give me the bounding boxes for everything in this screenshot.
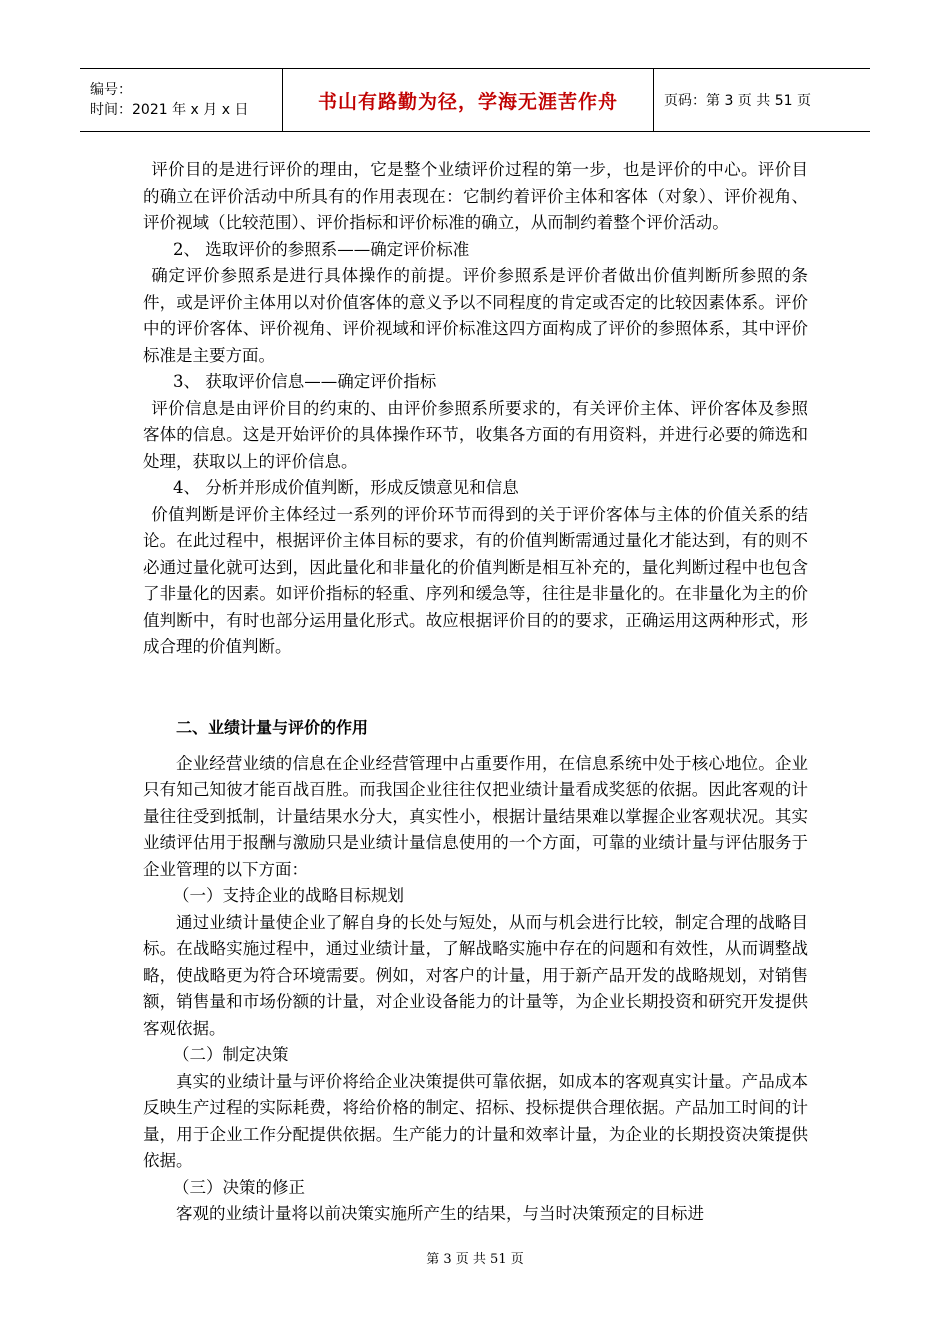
paragraph-performance-info: 企业经营业绩的信息在企业经营管理中占重要作用，在信息系统中处于核心地位。企业只有知己知彼才能百战百胜。而我国企业往往仅把业绩计量看成奖惩的依据。因此客观的计量往往受到抵制，计量结果水分大，真实性小，根据计量结果难以掌握企业客观状况。其实业绩评估用于报酬与激励只是业绩计量信息使用的一个方面，可靠的业绩计量与评估服务于企业管理的以下方面： xyxy=(143,753,808,879)
paragraph-evaluation-info: 评价信息是由评价目的约束的、由评价参照系所要求的，有关评价主体、评价客体及参照客体的信息。这是开始评价的具体操作环节，收集各方面的有用资料，并进行必要的筛选和处理，获取以上的评价信息。 xyxy=(143,398,808,471)
paragraph-reference-system: 确定评价参照系是进行具体操作的前提。评价参照系是评价者做出价值判断所参照的条件，或是评价主体用以对价值客体的意义予以不同程度的肯定或否定的比较因素体系。评价中的评价客体、评价视角、评价视域和评价标准这四方面构成了评价的参照体系，其中评价标准是主要方面。 xyxy=(143,266,808,365)
paragraph-decision-revision: 客观的业绩计量将以前决策实施所产生的结果，与当时决策预定的目标进 xyxy=(176,1204,704,1223)
document-date-label: 时间：2021 年 x 月 x 日 xyxy=(90,102,249,118)
header-motto-cell xyxy=(282,69,654,131)
paragraph-strategic-planning: 通过业绩计量使企业了解自身的长处与短处，从而与机会进行比较，制定合理的战略目标。在战略实施过程中，通过业绩计量，了解战略实施中存在的问题和有效性，从而调整战略，使战略更为符合环境需要。例如，对客户的计量，用于新产品开发的战略规划，对销售额，销售量和市场份额的计量，对企业设备能力的计量等，为企业长期投资和研究开发提供客观依据。 xyxy=(143,912,808,1038)
header-meta xyxy=(80,69,282,131)
document-body xyxy=(143,157,808,1228)
paragraph-evaluation-purpose: 评价目的是进行评价的理由，它是整个业绩评价过程的第一步，也是评价的中心。评价目的确立在评价活动中所具有的作用表现在：它制约着评价主体和客体（对象）、评价视角、评价视域（比较范围）、评价指标和评价标准的确立，从而制约着整个评价活动。 xyxy=(143,160,808,232)
header-motto: 书山有路勤为径，学海无涯苦作舟 xyxy=(317,90,618,113)
header-page-code: 页码：第 3 页 共 51 页 xyxy=(664,93,811,109)
paragraph-decision-making: 真实的业绩计量与评价将给企业决策提供可靠依据，如成本的客观真实计量。产品成本反映生产过程的实际耗费，将给价格的制定、招标、投标提供合理依据。产品加工时间的计量，用于企业工作分配提供依据。生产能力的计量和效率计量，为企业的长期投资决策提供依据。 xyxy=(143,1071,808,1170)
document-number-label: 编号： xyxy=(90,82,132,98)
subheading-step-3: 3、 获取评价信息——确定评价指标 xyxy=(173,372,437,391)
subheading-decision-revision: （三）决策的修正 xyxy=(173,1177,305,1197)
paragraph-value-judgment: 价值判断是评价主体经过一系列的评价环节而得到的关于评价客体与主体的价值关系的结论。在此过程中，根据评价主体目标的要求，有的价值判断需通过量化才能达到，有的则不必通过量化就可达到，因此量化和非量化的价值判断是相互补充的，量化判断过程中也包含了非量化的因素。如评价指标的轻重、序列和缓急等，往往是非量化的。在非量化为主的价值判断中，有时也部分运用量化形式。故应根据评价目的的要求，正确运用这两种形式，形成合理的价值判断。 xyxy=(143,504,808,656)
subheading-decision-making: （二）制定决策 xyxy=(173,1045,289,1064)
subheading-step-4: 4、 分析并形成价值判断，形成反馈意见和信息 xyxy=(173,478,519,497)
subheading-strategic-planning: （一）支持企业的战略目标规划 xyxy=(173,886,404,905)
subheading-step-2: 2、 选取评价的参照系——确定评价标准 xyxy=(173,239,470,259)
page-header xyxy=(80,68,870,132)
page-footer: 第 3 页 共 51 页 xyxy=(426,1252,524,1267)
section-title-role: 二、业绩计量与评价的作用 xyxy=(176,717,369,737)
header-page-code-cell xyxy=(654,69,870,131)
